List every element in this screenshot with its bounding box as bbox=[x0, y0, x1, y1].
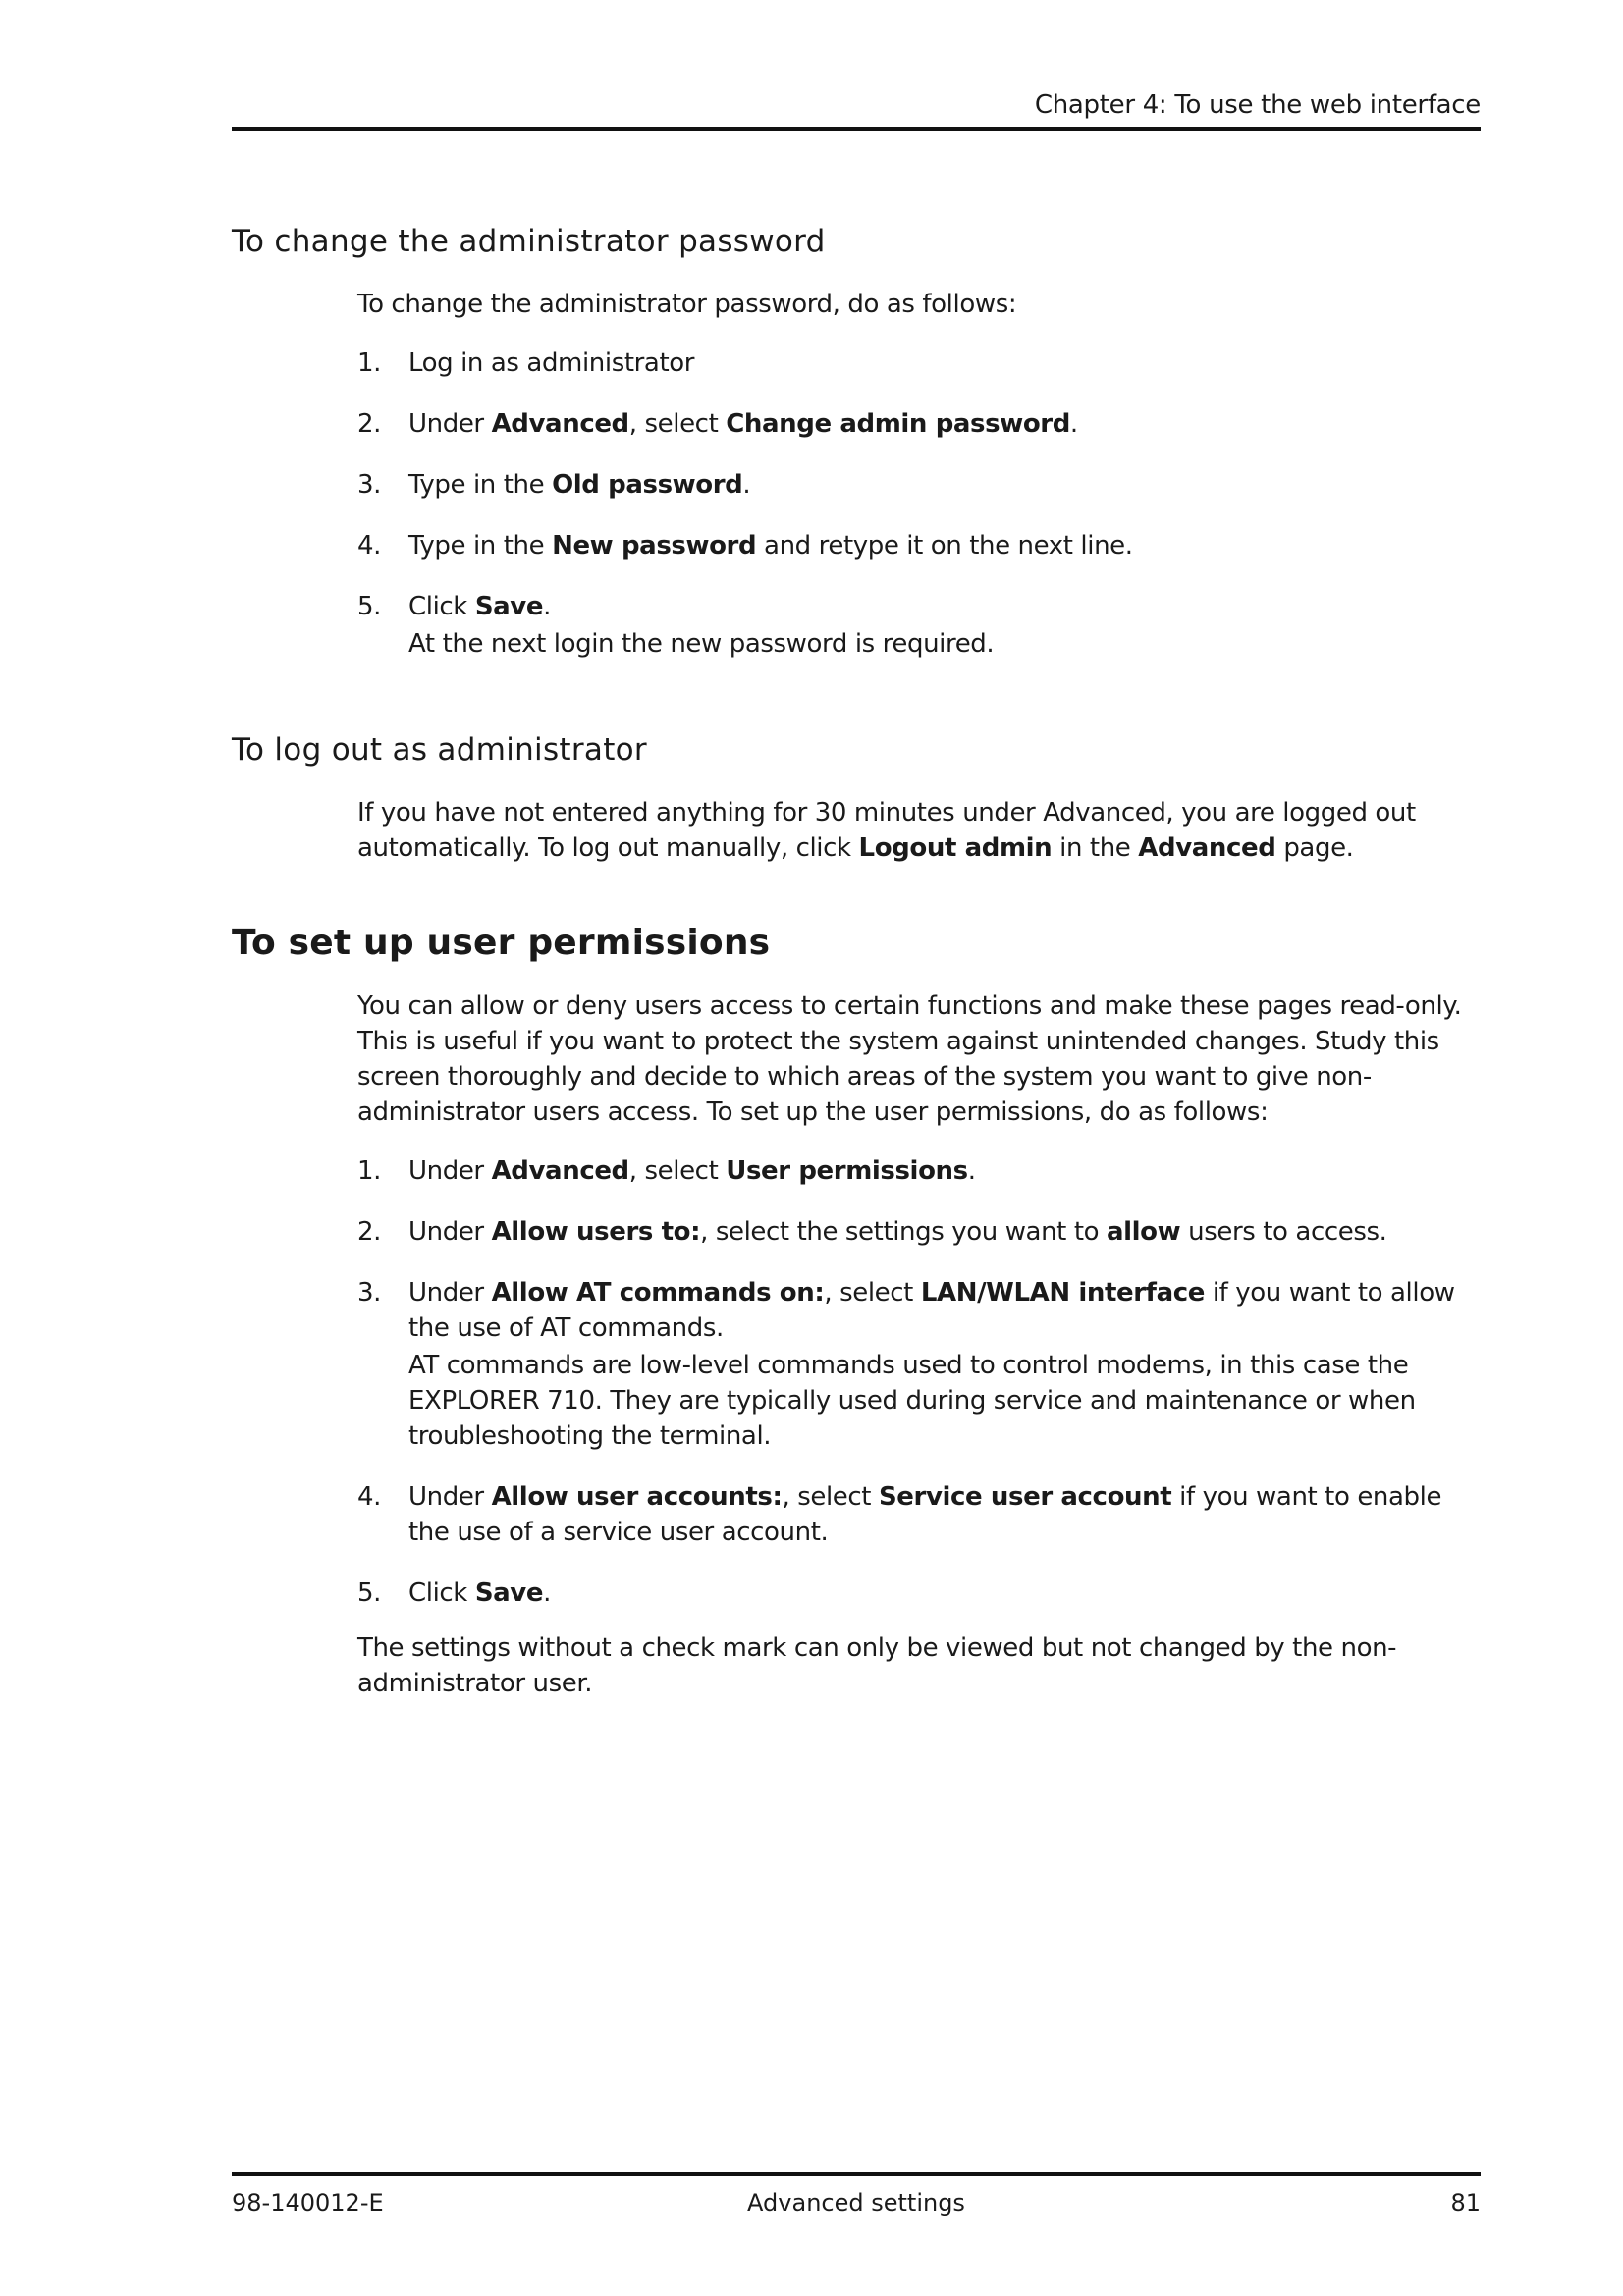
step-text: Click bbox=[408, 592, 475, 621]
paragraph-text: page. bbox=[1275, 833, 1354, 863]
list-item bbox=[357, 467, 1481, 503]
step-text: , select bbox=[782, 1482, 879, 1512]
ui-term: Old password bbox=[552, 470, 743, 500]
ui-term: Change admin password bbox=[726, 409, 1070, 439]
list-item bbox=[357, 1214, 1481, 1250]
list-item bbox=[357, 406, 1481, 442]
admin-password-steps bbox=[357, 346, 1481, 662]
step-number: 2. bbox=[357, 409, 382, 439]
step-text: Under bbox=[408, 409, 492, 439]
document-number: 98-140012-E bbox=[232, 2189, 384, 2216]
step-text: Under bbox=[408, 1217, 492, 1247]
step-text: and retype it on the next line. bbox=[756, 531, 1133, 561]
step-text: Type in the bbox=[408, 531, 553, 561]
step-text: if you want to enable the use of a service user account. bbox=[408, 1482, 1442, 1547]
step-text: , select the settings you want to bbox=[700, 1217, 1107, 1247]
list-item bbox=[357, 1275, 1481, 1454]
step-text: Click bbox=[408, 1578, 475, 1608]
list-item bbox=[357, 346, 1481, 381]
step-text: , select bbox=[628, 409, 727, 439]
step-number: 1. bbox=[357, 1156, 382, 1186]
ui-term: New password bbox=[552, 531, 757, 561]
step-number: 1. bbox=[357, 348, 382, 378]
ui-term: Allow user accounts: bbox=[491, 1482, 783, 1512]
ui-term: LAN/WLAN interface bbox=[920, 1278, 1205, 1308]
step-text: , select bbox=[628, 1156, 727, 1186]
list-item bbox=[357, 1575, 1481, 1611]
step-text: . bbox=[1069, 409, 1078, 439]
step-note: At the next login the new password is required. bbox=[408, 629, 995, 659]
ui-term: Logout admin bbox=[858, 833, 1053, 863]
step-text: . bbox=[967, 1156, 976, 1186]
ui-term: allow bbox=[1107, 1217, 1181, 1247]
paragraph-text: If you have not entered anything for 30 minutes under Advanced, you are logged out automatically. To log out manually, click bbox=[357, 798, 1416, 863]
step-text: . bbox=[543, 592, 551, 621]
page-section-title: To set up user permissions bbox=[232, 923, 771, 963]
list-item bbox=[357, 589, 1481, 662]
footer-rule bbox=[232, 2172, 1481, 2176]
ui-term: Allow users to: bbox=[491, 1217, 701, 1247]
step-note: AT commands are low-level commands used to control modems, in this case the EXPLORER 710. They are typically used during service and maintenance or when troubleshooting the terminal. bbox=[408, 1351, 1416, 1451]
ui-term: User permissions bbox=[726, 1156, 968, 1186]
step-number: 4. bbox=[357, 531, 382, 561]
step-text: Log in as administrator bbox=[408, 348, 695, 378]
permission-steps bbox=[357, 1153, 1481, 1611]
closing-paragraph: The settings without a check mark can only be viewed but not changed by the non-administrator user. bbox=[357, 1633, 1397, 1698]
section-heading: To change the administrator password bbox=[232, 224, 826, 259]
ui-term: Advanced bbox=[491, 409, 629, 439]
step-number: 4. bbox=[357, 1482, 382, 1512]
list-item bbox=[357, 528, 1481, 563]
step-text: . bbox=[742, 470, 751, 500]
ui-term: Advanced bbox=[491, 1156, 629, 1186]
section-intro: You can allow or deny users access to certain functions and make these pages read-only. This is useful if you want to protect the system against unintended changes. Study this screen thoroughly and decide to which areas of the system you want to give non-administrator users access. To set up the user permissions, do as follows: bbox=[357, 991, 1462, 1127]
section-heading: To log out as administrator bbox=[232, 732, 647, 768]
step-text: Under bbox=[408, 1482, 492, 1512]
step-text: if you want to allow the use of AT commands. bbox=[408, 1278, 1455, 1343]
chapter-title: Chapter 4: To use the web interface bbox=[1034, 90, 1481, 120]
step-text: users to access. bbox=[1180, 1217, 1387, 1247]
section-intro: To change the administrator password, do as follows: bbox=[357, 290, 1017, 319]
list-item bbox=[357, 1479, 1481, 1550]
header-rule bbox=[232, 127, 1481, 131]
step-text: Under bbox=[408, 1278, 492, 1308]
logout-paragraph bbox=[357, 795, 1481, 866]
page-footer bbox=[232, 2189, 1481, 2224]
ui-term: Save bbox=[474, 1578, 544, 1608]
paragraph-text: in the bbox=[1052, 833, 1139, 863]
step-text: . bbox=[543, 1578, 551, 1608]
section-change-admin-password bbox=[232, 224, 1481, 687]
step-text: , select bbox=[824, 1278, 921, 1308]
ui-term: Allow AT commands on: bbox=[491, 1278, 825, 1308]
step-number: 3. bbox=[357, 470, 382, 500]
step-number: 5. bbox=[357, 592, 382, 621]
ui-term: Save bbox=[474, 592, 544, 621]
section-user-permissions bbox=[232, 923, 1481, 1701]
step-text: Type in the bbox=[408, 470, 553, 500]
step-number: 2. bbox=[357, 1217, 382, 1247]
page-number: 81 bbox=[1450, 2189, 1481, 2216]
ui-term: Service user account bbox=[878, 1482, 1172, 1512]
section-logout bbox=[232, 732, 1481, 866]
list-item bbox=[357, 1153, 1481, 1189]
ui-term: Advanced bbox=[1138, 833, 1276, 863]
footer-section-name: Advanced settings bbox=[747, 2189, 965, 2216]
step-number: 3. bbox=[357, 1278, 382, 1308]
step-number: 5. bbox=[357, 1578, 382, 1608]
step-text: Under bbox=[408, 1156, 492, 1186]
